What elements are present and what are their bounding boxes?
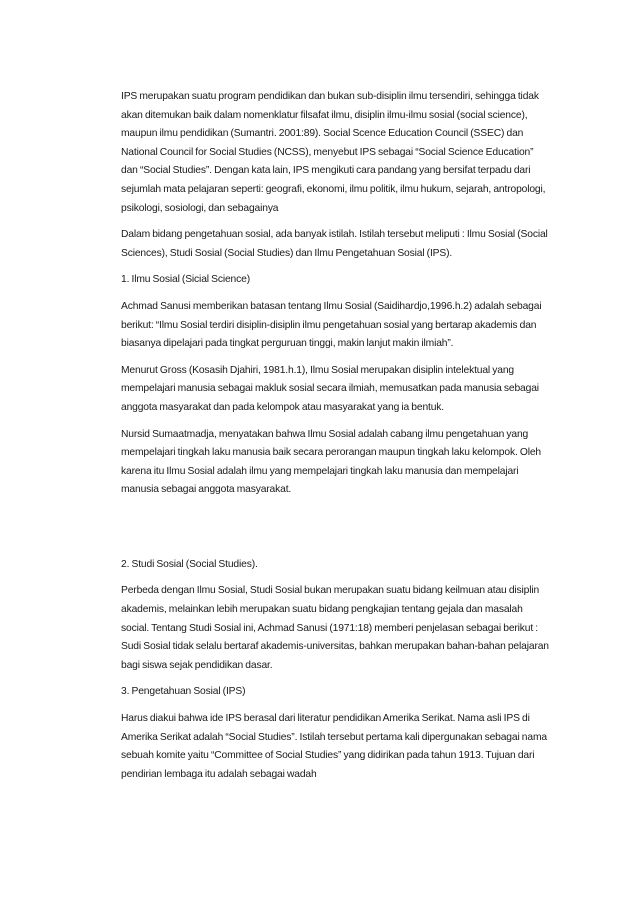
heading-studi-sosial: 2. Studi Sosial (Social Studies). — [121, 558, 258, 570]
paragraph-ips-intro: IPS merupakan suatu program pendidikan dan bukan sub-disiplin ilmu tersendiri, sehingga tidak akan ditemukan baik dalam nomenklatur filsafat ilmu, disiplin ilmu-ilmu sosial (social science), maupun ilmu pendidikan (Sumantri. 2001:89). Social Scence Education Council (SSEC) dan National Council for Social Studies (NCSS), menyebut IPS sebagai “Social Science Education” dan “Social Studies”. Dengan kata lain, IPS mengikuti cara pandang yang bersifat terpadu dari sejumlah mata pelajaran seperti: geografi, ekonomi, ilmu politik, ilmu hukum, sejarah, antropologi, psikologi, sosiologi, dan sebagainya — [121, 91, 546, 214]
paragraph-nursid: Nursid Sumaatmadja, menyatakan bahwa Ilmu Sosial adalah cabang ilmu pengetahuan yang mempelajari tingkah laku manusia baik secara perorangan maupun tingkah laku kelompok. Oleh karena itu Ilmu Sosial adalah ilmu yang mempelajari tingkah laku manusia dan mempelajari manusia sebagai anggota masyarakat. — [121, 428, 542, 496]
paragraph-istilah: Dalam bidang pengetahuan sosial, ada banyak istilah. Istilah tersebut meliputi : Ilmu Sosial (Social Sciences), Studi Sosial (Social Studies) dan Ilmu Pengetahuan Sosial (IPS). — [121, 229, 548, 259]
paragraph-achmad-sanusi: Achmad Sanusi memberikan batasan tentang Ilmu Sosial (Saidihardjo,1996.h.2) adalah sebagai berikut: “Ilmu Sosial terdiri disiplin-disiplin ilmu pengetahuan sosial yang bertarap akademis dan biasanya dipelajari pada tingkat perguruan tinggi, makin lanjut makin ilmiah”. — [121, 300, 542, 350]
heading-pengetahuan-sosial: 3. Pengetahuan Sosial (IPS) — [121, 686, 246, 698]
document-body — [121, 88, 551, 784]
paragraph-studi-sosial: Perbeda dengan Ilmu Sosial, Studi Sosial bukan merupakan suatu bidang keilmuan atau disiplin akademis, melainkan lebih merupakan suatu bidang pengkajian tentang gejala dan masalah social. Tentang Studi Sosial ini, Achmad Sanusi (1971:18) memberi penjelasan sebagai berikut : Sudi Sosial tidak selalu bertaraf akademis-universitas, bahkan merupakan bahan-bahan pelajaran bagi siswa sejak pendidikan dasar. — [121, 585, 549, 671]
paragraph-ips-origin: Harus diakui bahwa ide IPS berasal dari literatur pendidikan Amerika Serikat. Nama asli IPS di Amerika Serikat adalah “Social Studies”. Istilah tersebut pertama kali dipergunakan sebagai nama sebuah komite yaitu “Committee of Social Studies” yang didirikan pada tahun 1913. Tujuan dari pendirian lembaga itu adalah sebagai wadah — [121, 713, 547, 780]
paragraph-gross: Menurut Gross (Kosasih Djahiri, 1981.h.1), Ilmu Sosial merupakan disiplin intelektual yang mempelajari manusia sebagai makluk sosial secara ilmiah, memusatkan pada manusia sebagai anggota masyarakat dan pada kelompok atau masyarakat yang ia bentuk. — [121, 364, 539, 413]
heading-ilmu-sosial: 1. Ilmu Sosial (Sicial Science) — [121, 274, 250, 286]
